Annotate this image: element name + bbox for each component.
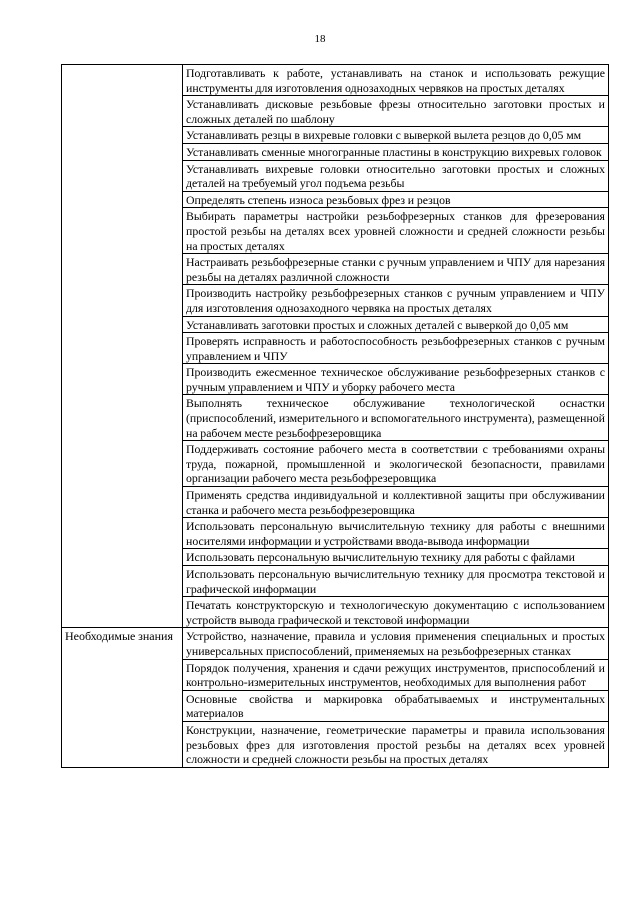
skill-item: Использовать персональную вычислительную технику для работы с файлами bbox=[183, 549, 609, 566]
skill-item: Подготавливать к работе, устанавливать на станок и использовать режущие инструменты для изготовления однозаходных червяков на простых деталях bbox=[183, 65, 609, 96]
skill-item: Производить ежесменное техническое обслуживание резьбофрезерных станков с ручным управлением и ЧПУ и уборку рабочего места bbox=[183, 364, 609, 395]
skill-item: Определять степень износа резьбовых фрез и резцов bbox=[183, 191, 609, 208]
skill-item: Устанавливать сменные многогранные пластины в конструкцию вихревых головок bbox=[183, 143, 609, 160]
skill-item: Настраивать резьбофрезерные станки с ручным управлением и ЧПУ для нарезания резьбы на деталях различной сложности bbox=[183, 254, 609, 285]
skill-item: Использовать персональную вычислительную технику для работы с внешними носителями информации и устройствами ввода-вывода информации bbox=[183, 518, 609, 549]
skill-item: Печатать конструкторскую и технологическую документацию с использованием устройств вывода графической и текстовой информации bbox=[183, 597, 609, 628]
skill-item: Производить настройку резьбофрезерных станков с ручным управлением и ЧПУ для изготовления однозаходного червяка на простых деталях bbox=[183, 285, 609, 316]
knowledge-item: Порядок получения, хранения и сдачи режущих инструментов, приспособлений и контрольно-измерительных инструментов, необходимых для выполнения работ bbox=[183, 659, 609, 690]
skill-item: Поддерживать состояние рабочего места в соответствии с требованиями охраны труда, пожарной, промышленной и экологической безопасности, правилами организации рабочего места резьбофрезеровщика bbox=[183, 441, 609, 487]
section-label bbox=[62, 65, 183, 628]
requirements-table bbox=[61, 64, 609, 768]
knowledge-item: Конструкции, назначение, геометрические параметры и правила использования резьбовых фрез для изготовления простой резьбы на деталях всех уровней сложности и средней сложности резьбы на простых деталях bbox=[183, 721, 609, 767]
section-label-knowledge: Необходимые знания bbox=[62, 628, 183, 767]
table-row bbox=[62, 65, 609, 96]
skill-item: Устанавливать дисковые резьбовые фрезы относительно заготовки простых и сложных деталей по шаблону bbox=[183, 96, 609, 127]
skill-item: Устанавливать резцы в вихревые головки с выверкой вылета резцов до 0,05 мм bbox=[183, 127, 609, 144]
knowledge-item: Устройство, назначение, правила и условия применения специальных и простых универсальных приспособлений, применяемых на резьбофрезерных станках bbox=[183, 628, 609, 659]
skill-item: Использовать персональную вычислительную технику для просмотра текстовой и графической информации bbox=[183, 566, 609, 597]
skill-item: Применять средства индивидуальной и коллективной защиты при обслуживании станка и рабочего места резьбофрезеровщика bbox=[183, 487, 609, 518]
skill-item: Устанавливать вихревые головки относительно заготовки простых и сложных деталей на требуемый угол подъема резьбы bbox=[183, 160, 609, 191]
table-row bbox=[62, 628, 609, 659]
skill-item: Выполнять техническое обслуживание технологической оснастки (приспособлений, измерительного и вспомогательного инструмента), размещенной на рабочем месте резьбофрезеровщика bbox=[183, 395, 609, 441]
knowledge-item: Основные свойства и маркировка обрабатываемых и инструментальных материалов bbox=[183, 690, 609, 721]
skill-item: Проверять исправность и работоспособность резьбофрезерных станков с ручным управлением и ЧПУ bbox=[183, 333, 609, 364]
skill-item: Устанавливать заготовки простых и сложных деталей с выверкой до 0,05 мм bbox=[183, 316, 609, 333]
skill-item: Выбирать параметры настройки резьбофрезерных станков для фрезерования простой резьбы на деталях всех уровней сложности и средней сложности резьбы на простых деталях bbox=[183, 208, 609, 254]
page-number: 18 bbox=[314, 33, 326, 45]
